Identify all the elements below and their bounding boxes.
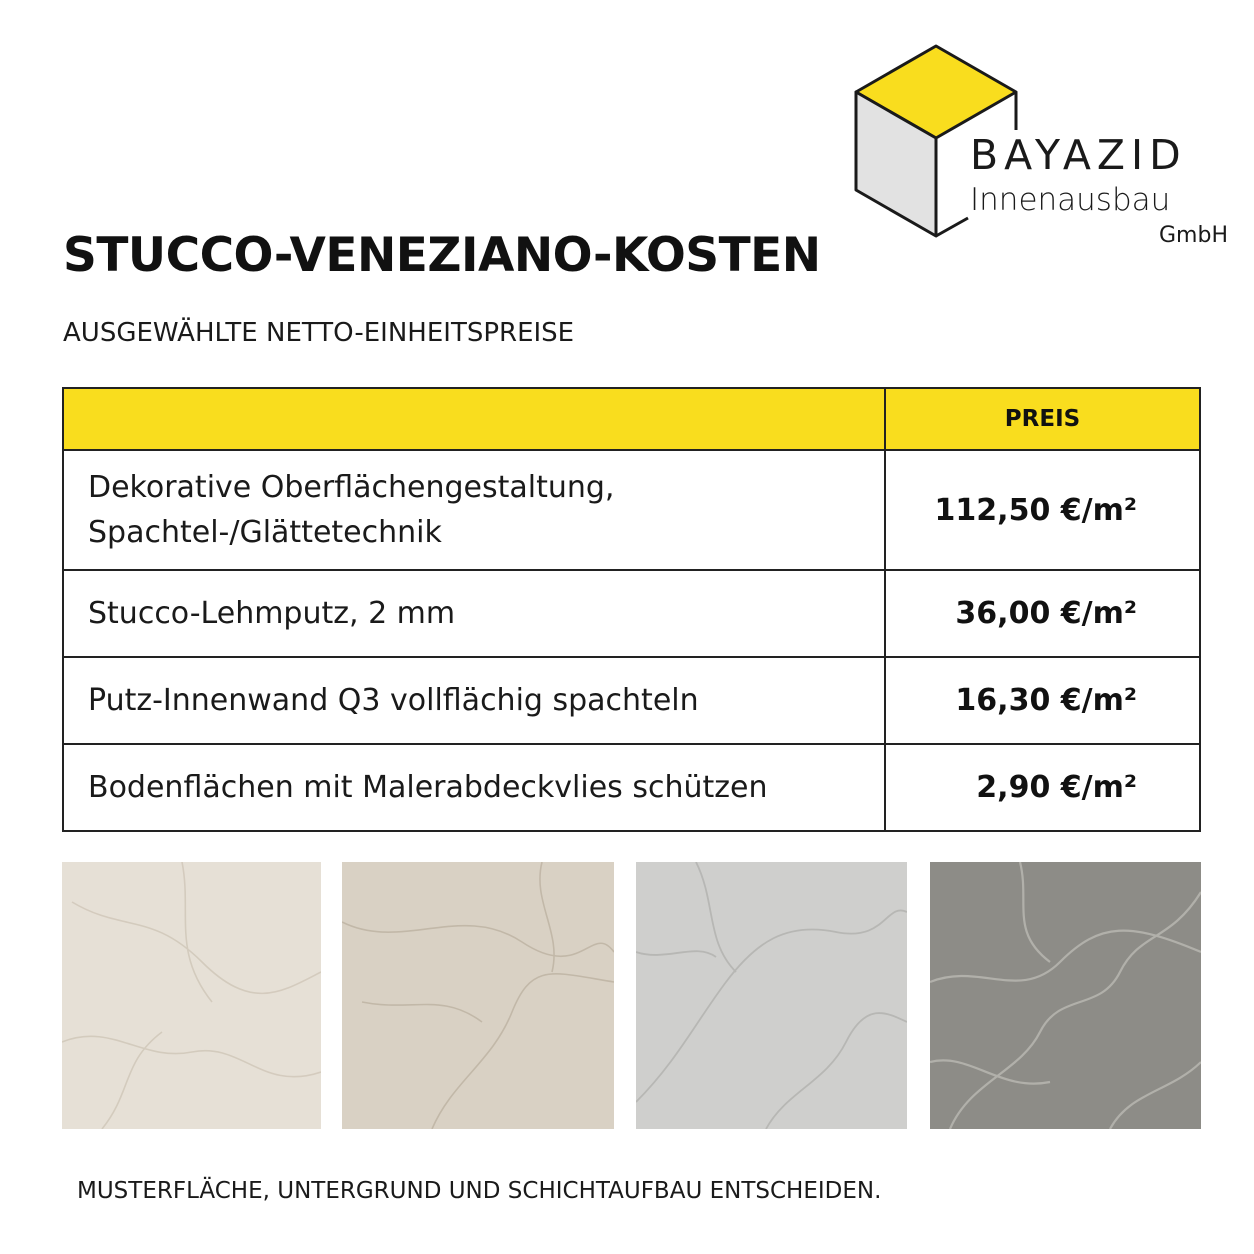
row-price: 16,30 €/m²	[885, 657, 1200, 744]
row-description: Bodenflächen mit Malerabdeckvlies schützen	[63, 744, 885, 831]
header-cell-description	[63, 388, 885, 450]
table-row	[63, 744, 1200, 831]
row-price: 112,50 €/m²	[885, 450, 1200, 570]
marble-swatch-dark-grey	[930, 862, 1201, 1129]
page-title: STUCCO-VENEZIANO-KOSTEN	[63, 228, 821, 283]
row-description	[63, 450, 885, 570]
company-logo	[850, 40, 1240, 260]
footer-note: MUSTERFLÄCHE, UNTERGRUND UND SCHICHTAUFBAU ENTSCHEIDEN.	[77, 1178, 882, 1204]
row-price: 2,90 €/m²	[885, 744, 1200, 831]
row-description: Putz-Innenwand Q3 vollflächig spachteln	[63, 657, 885, 744]
table-row	[63, 657, 1200, 744]
price-table	[62, 387, 1201, 832]
row-description-line: Spachtel-/Glättetechnik	[88, 515, 442, 550]
table-header-row	[63, 388, 1200, 450]
marble-swatch-light-grey	[636, 862, 907, 1129]
brand-suffix: GmbH	[1159, 223, 1228, 248]
table-row	[63, 570, 1200, 657]
marble-swatch-beige	[342, 862, 614, 1129]
marble-swatch-cream	[62, 862, 321, 1129]
header-cell-price: PREIS	[885, 388, 1200, 450]
page-subtitle: AUSGEWÄHLTE NETTO-EINHEITSPREISE	[63, 318, 575, 348]
row-description-line: Dekorative Oberflächengestaltung,	[88, 470, 615, 505]
brand-name: BAYAZID	[970, 131, 1187, 179]
table-row	[63, 450, 1200, 570]
row-description: Stucco-Lehmputz, 2 mm	[63, 570, 885, 657]
row-price: 36,00 €/m²	[885, 570, 1200, 657]
brand-subtitle: Innenausbau	[970, 182, 1171, 218]
